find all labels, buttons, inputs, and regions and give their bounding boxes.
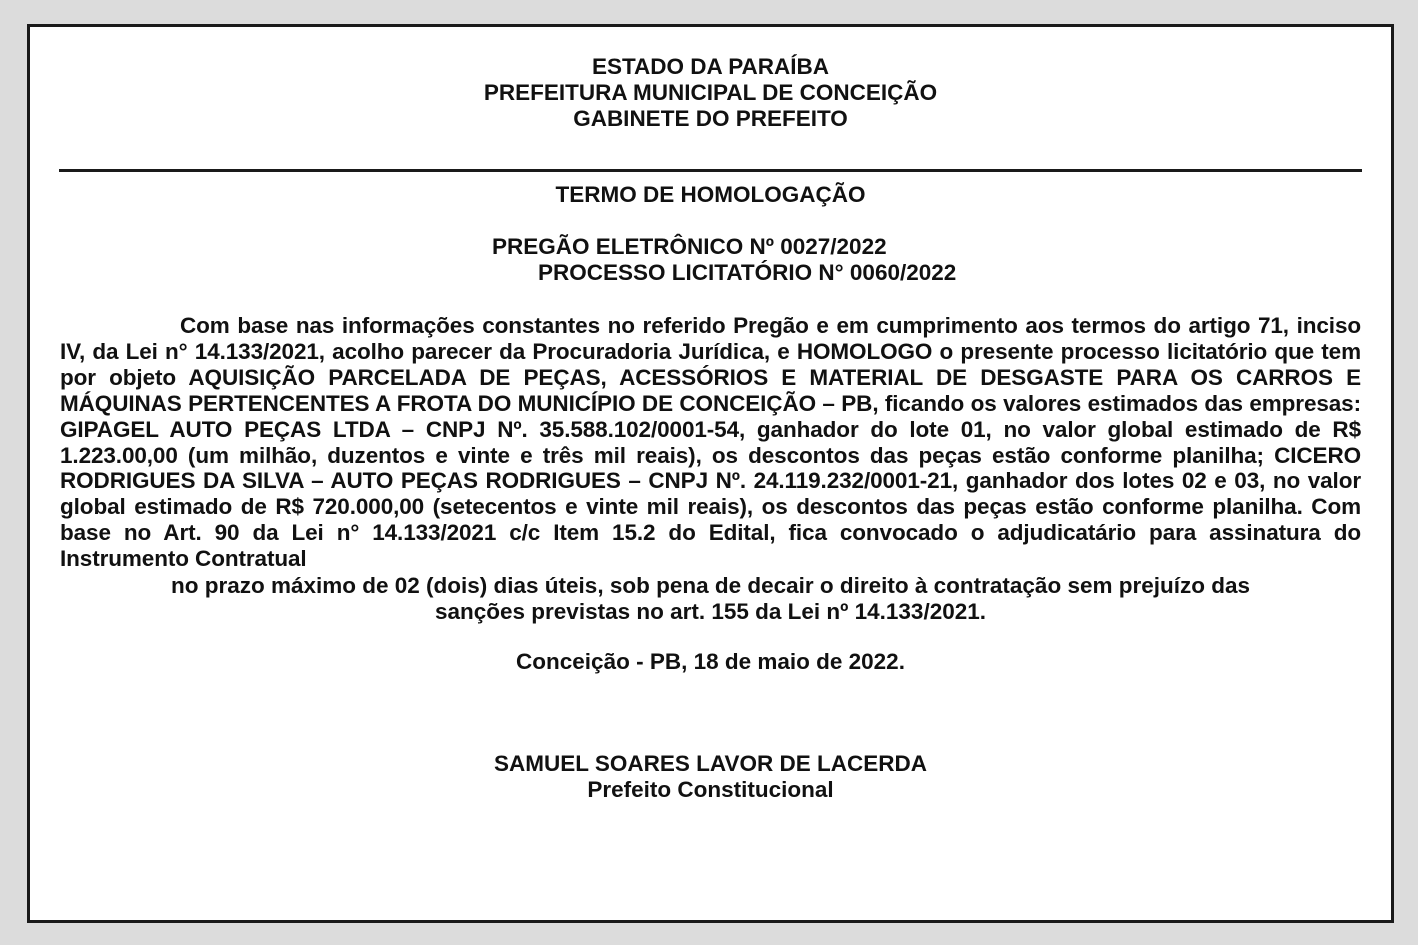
pregao-reference: PREGÃO ELETRÔNICO Nº 0027/2022: [492, 234, 887, 259]
header-municipality: PREFEITURA MUNICIPAL DE CONCEIÇÃO: [483, 80, 938, 105]
closing-line-2: sanções previstas no art. 155 da Lei nº 14.133/2021.: [434, 598, 987, 624]
processo-reference: PROCESSO LICITATÓRIO N° 0060/2022: [538, 260, 957, 285]
date-line: Conceição - PB, 18 de maio de 2022.: [516, 649, 905, 674]
signatory-role: Prefeito Constitucional: [587, 777, 834, 802]
header-state: ESTADO DA PARAÍBA: [591, 54, 830, 79]
homologation-body-closing: [60, 573, 1361, 625]
signature-block: [30, 751, 1391, 803]
header-office: GABINETE DO PREFEITO: [573, 106, 848, 131]
homologation-body: Com base nas informações constantes no referido Pregão e em cumprimento aos termos do artigo 71, inciso IV, da Lei n° 14.133/2021, acolho parecer da Procuradoria Jurídica, e HOMOLOGO o presente processo licitatório que tem por objeto AQUISIÇÃO PARCELADA DE PEÇAS, ACESSÓRIOS E MATERIAL DE DESGASTE PARA OS CARROS E MÁQUINAS PERTENCENTES A FROTA DO MUNICÍPIO DE CONCEIÇÃO – PB, ficando os valores estimados das empresas: GIPAGEL AUTO PEÇAS LTDA – CNPJ Nº. 35.588.102/0001-54, ganhador do lote 01, no valor global estimado de R$ 1.223.00,00 (um milhão, duzentos e vinte e três mil reais), os descontos das peças estão conforme planilha; CICERO RODRIGUES DA SILVA – AUTO PEÇAS RODRIGUES – CNPJ Nº. 24.119.232/0001-21, ganhador dos lotes 02 e 03, no valor global estimado de R$ 720.000,00 (setecentos e vinte mil reais), os descontos das peças estão conforme planilha. Com base no Art. 90 da Lei n° 14.133/2021 c/c Item 15.2 do Edital, fica convocado o adjudicatário para assinatura do Instrumento Contratual: [60, 313, 1361, 572]
notice-document: [27, 24, 1394, 923]
signatory-name: SAMUEL SOARES LAVOR DE LACERDA: [494, 751, 927, 776]
document-header: [30, 54, 1391, 132]
document-title: TERMO DE HOMOLOGAÇÃO: [555, 182, 866, 207]
header-divider: [59, 169, 1362, 172]
closing-line-1: no prazo máximo de 02 (dois) dias úteis, sob pena de decair o direito à contratação sem prejuízo das: [170, 573, 1251, 598]
